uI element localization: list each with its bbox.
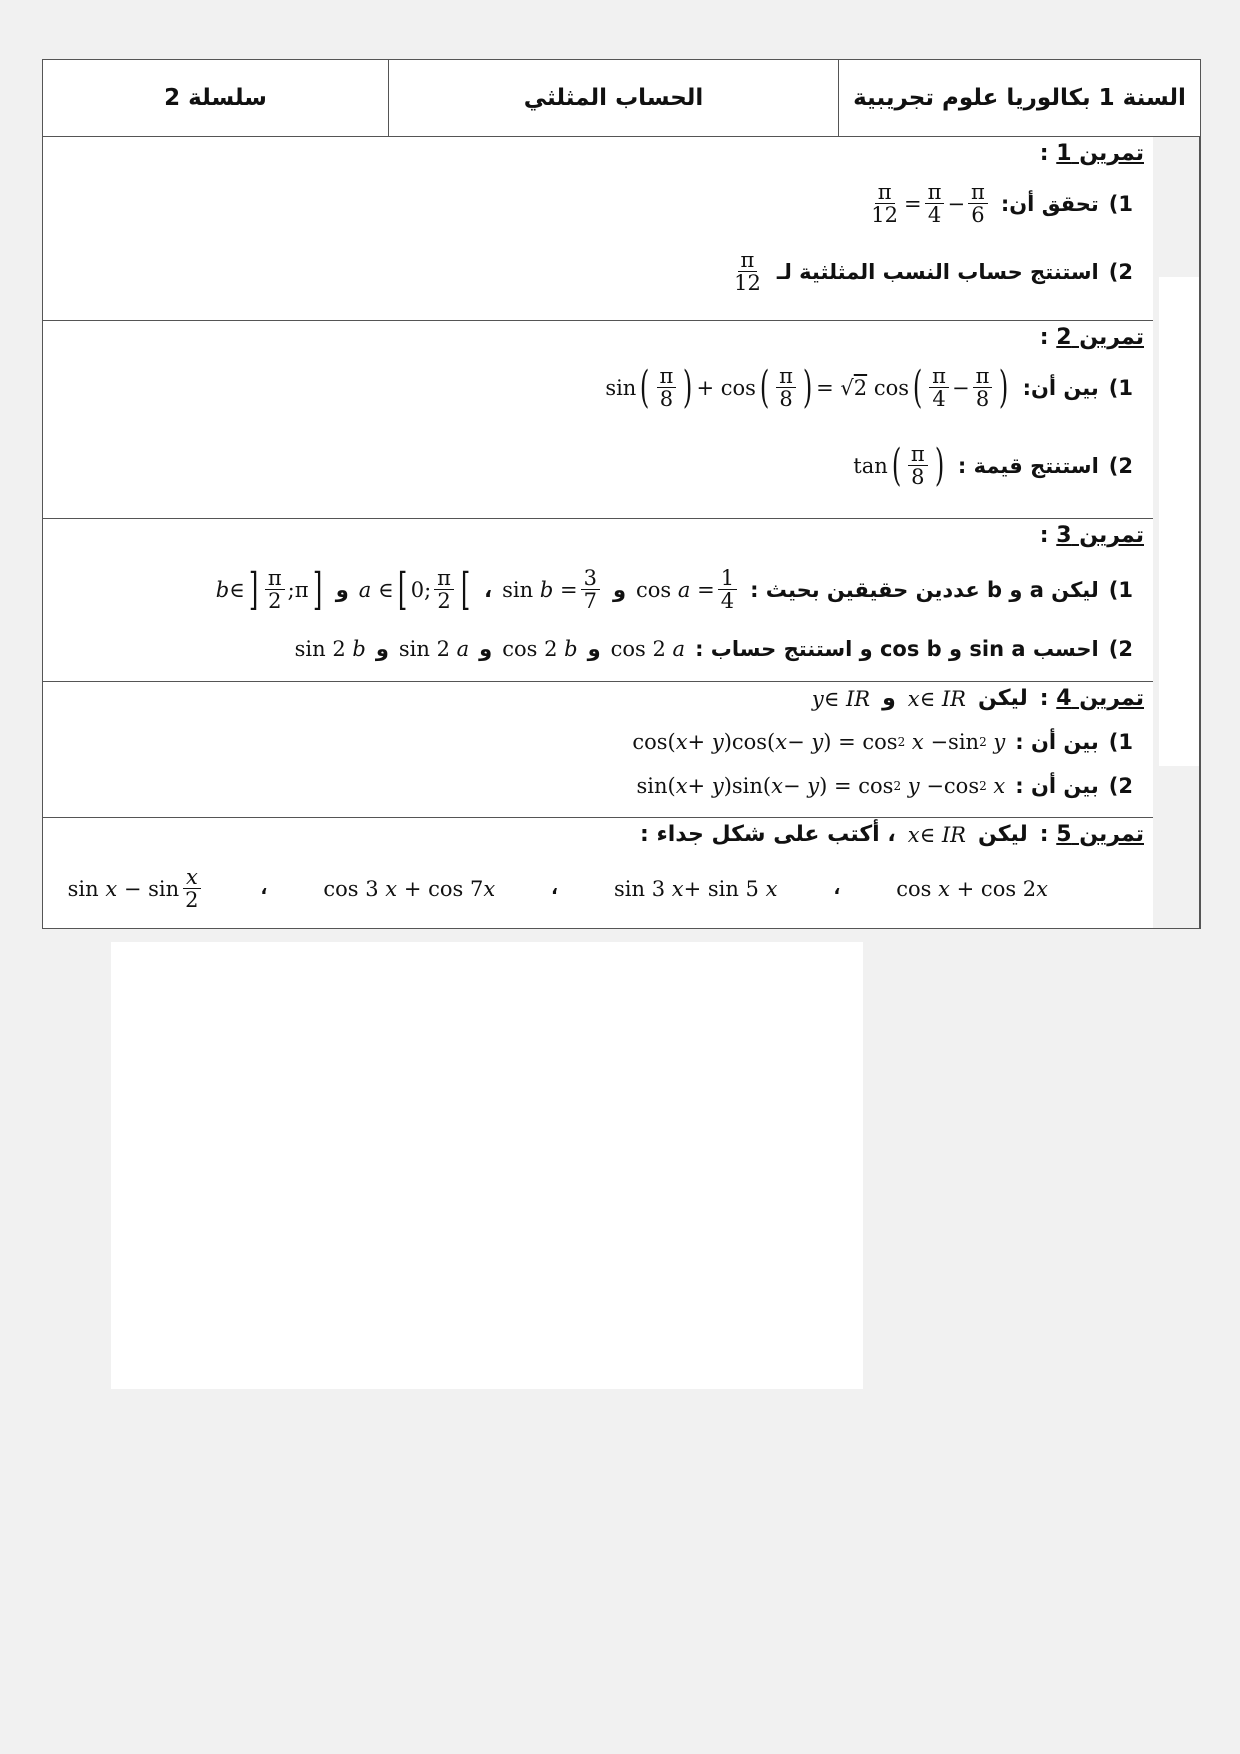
exercise-2: [43, 321, 1153, 519]
header-series: سلسلة 2: [164, 85, 267, 111]
math-expression: a ∈ [ 0; $\frac{\pi}{2}$ [: [358, 563, 471, 615]
left-margin: [1153, 137, 1200, 928]
ex5-expressions: cos x + cos 2 x ، sin 3 x + sin 5 x ، cos 3 x + cos 7 x ، sin x − sin $\frac{x}{2}$: [67, 865, 1048, 913]
math-expression: sin( x + y )sin( x − y ) = cos 2 y −cos 2 x: [636, 774, 1006, 798]
worksheet: [42, 59, 1201, 929]
exercise-5: [43, 818, 1153, 928]
ex2-question-2: 2) استنتج قيمة : tan ( $\frac{\pi}{8}$ ): [853, 439, 1133, 491]
ex3-question-1: 1) ليكن a و b عددين حقيقين بحيث : cos a = $\frac{1}{4}$ و sin b = $\frac{3}{7}$ ، a ∈ [ 0; $\frac{\pi}{2}$ [ و b ∈ ] $\frac{\pi}{2}$ ;π ]: [215, 563, 1133, 615]
exercise-title: تمرين 1 :: [1039, 141, 1144, 166]
exercise-title: تمرين 4 : ليكن x ∈ IR و y ∈ IR: [811, 686, 1144, 711]
header-topic: الحساب المثلثي: [388, 60, 838, 136]
ex4-question-2: 2) بين أن : sin( x + y )sin( x − y ) = cos 2 y −cos 2 x: [636, 774, 1133, 798]
ex1-question-2: 2) استنتج حساب النسب المثلثية لـ $\frac{\pi}{12}$: [728, 249, 1133, 294]
ex3-question-2: 2) احسب sin a و cos b و استنتج حساب : cos 2 a و cos 2 b و sin 2 a و sin 2 b: [294, 637, 1133, 661]
exercise-1: [43, 137, 1153, 321]
math-expression: $\frac{\pi}{12}$ = $\frac{\pi}{4}$ − $\frac{\pi}{6}$: [865, 181, 991, 226]
exercise-4: [43, 682, 1153, 818]
blank-area: [111, 942, 863, 1389]
math-expression: b ∈ ] $\frac{\pi}{2}$ ;π ]: [215, 563, 322, 615]
exercise-3: [43, 519, 1153, 682]
exercise-title: تمرين 2 :: [1039, 325, 1144, 350]
math-expression: cos( x + y )cos( x − y ) = cos 2 x −sin 2 y: [632, 730, 1006, 754]
math-expression: tan ( $\frac{\pi}{8}$ ): [853, 439, 945, 491]
math-expression: cos a = $\frac{1}{4}$: [636, 567, 740, 612]
exercise-title: تمرين 5 : ليكن x ∈ IR ، أكتب على شكل جداء :: [640, 822, 1144, 847]
ex1-question-1: 1) تحقق أن: $\frac{\pi}{12}$ = $\frac{\pi}{4}$ − $\frac{\pi}{6}$: [865, 181, 1133, 226]
header: [43, 60, 1200, 137]
ex2-question-1: 1) بين أن: sin ( $\frac{\pi}{8}$ ) + cos ( $\frac{\pi}{8}$ ) = √ 2 cos ( $\frac{\pi}{4}$ − $\frac{\pi}{8}$ ): [605, 361, 1133, 413]
ex4-question-1: 1) بين أن : cos( x + y )cos( x − y ) = cos 2 x −sin 2 y: [632, 730, 1133, 754]
math-expression: sin b = $\frac{3}{7}$: [502, 567, 603, 612]
math-expression: sin ( $\frac{\pi}{8}$ ) + cos ( $\frac{\pi}{8}$ ) = √ 2 cos ( $\frac{\pi}{4}$ − $\frac{\pi}{8}$ ): [605, 361, 1009, 413]
math-expression: $\frac{\pi}{12}$: [734, 248, 761, 296]
exercise-title: تمرين 3 :: [1039, 523, 1144, 548]
header-level: السنة 1 بكالوريا علوم تجريبية: [838, 60, 1200, 136]
